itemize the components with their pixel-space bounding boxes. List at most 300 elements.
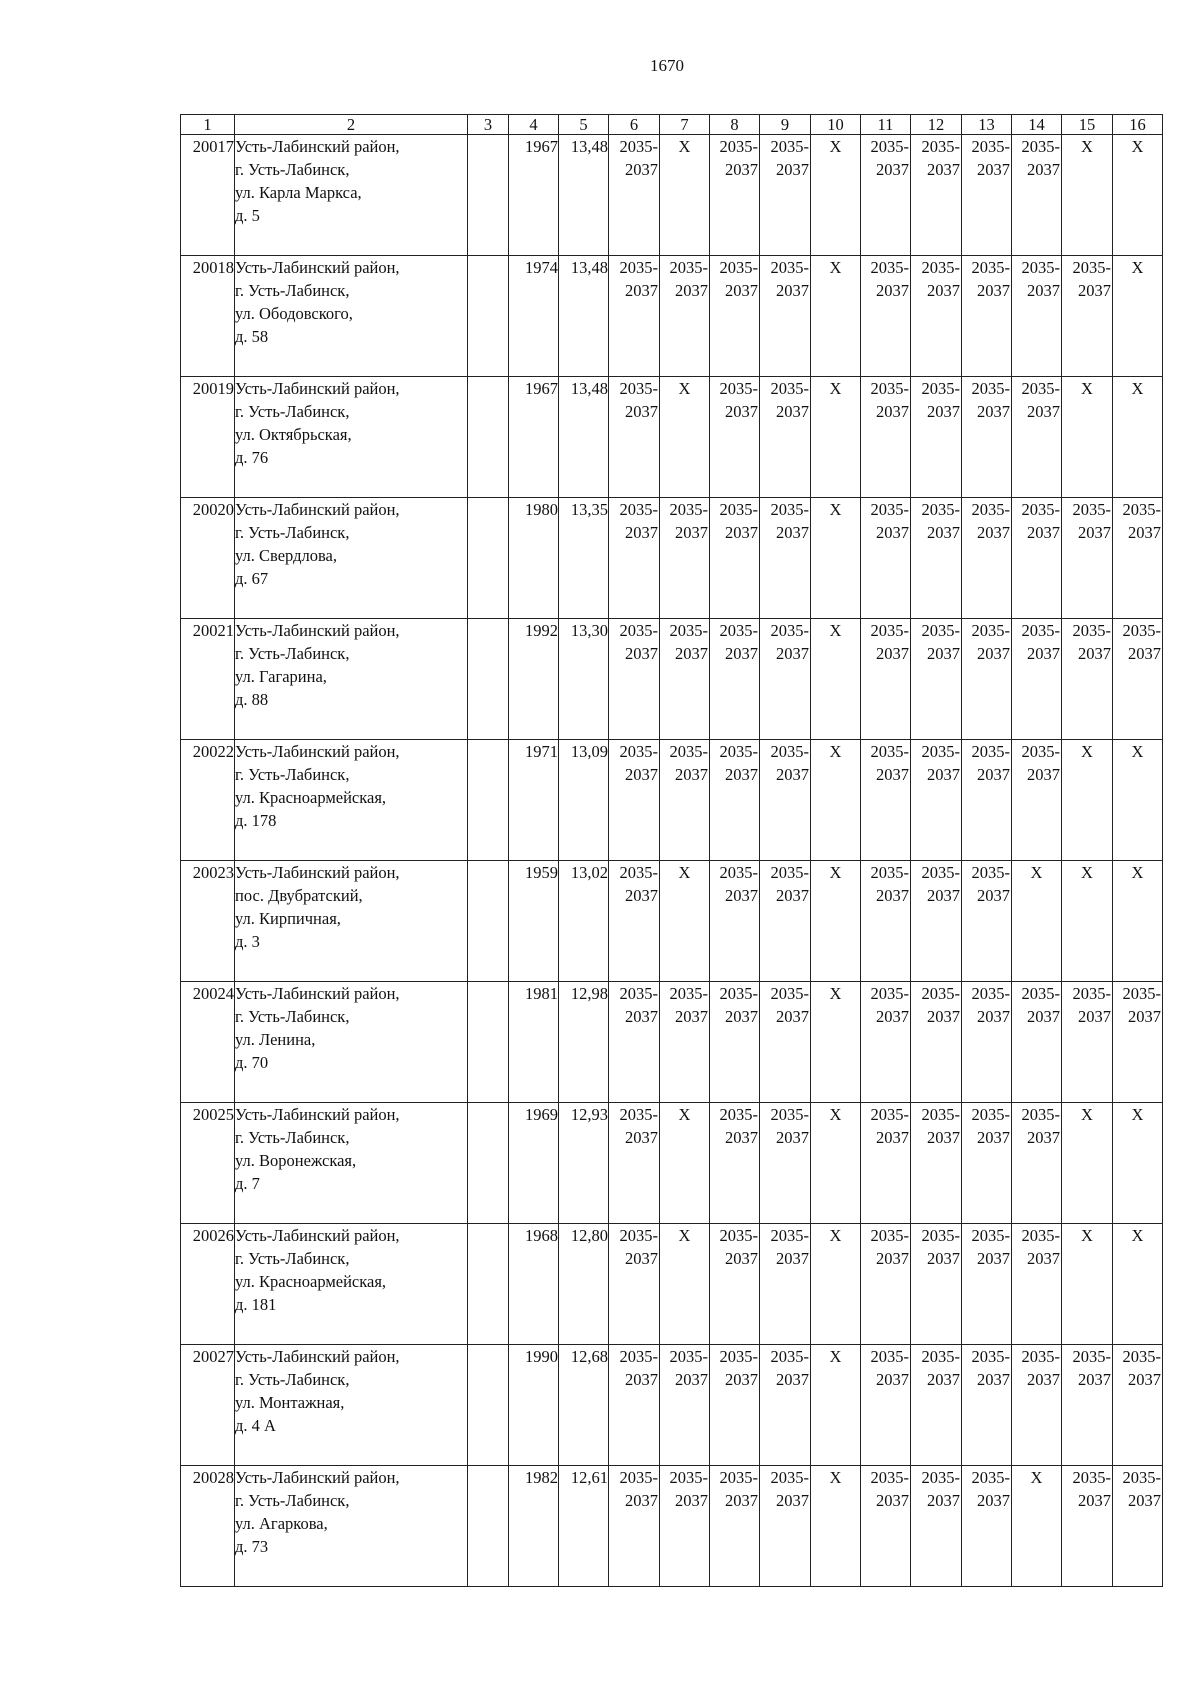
period-cell	[1012, 377, 1062, 498]
period-line: 2035-	[1072, 1347, 1111, 1366]
period-cell	[1062, 135, 1113, 256]
address-line: г. Усть-Лабинск,	[235, 402, 350, 421]
period-line: 2035-	[1021, 1105, 1060, 1124]
mark-x: X	[829, 379, 842, 398]
value-cell: 12,98	[559, 982, 609, 1103]
period-cell	[861, 1224, 911, 1345]
year-cell: 1967	[509, 377, 559, 498]
column-header: 13	[962, 115, 1012, 135]
period-line: 2037	[776, 765, 809, 784]
period-line: 2037	[725, 765, 758, 784]
period-line: 2037	[625, 644, 658, 663]
address-line: г. Усть-Лабинск,	[235, 523, 350, 542]
period-cell	[609, 619, 660, 740]
address-cell	[235, 619, 468, 740]
period-cell	[1012, 619, 1062, 740]
period-line: 2035-	[1021, 742, 1060, 761]
period-line: 2037	[725, 644, 758, 663]
column-header: 14	[1012, 115, 1062, 135]
year-cell: 1990	[509, 1345, 559, 1466]
period-line: 2037	[725, 1128, 758, 1147]
period-line: 2037	[977, 1249, 1010, 1268]
period-line: 2035-	[1021, 621, 1060, 640]
column-header: 11	[861, 115, 911, 135]
period-line: 2035-	[719, 1468, 758, 1487]
period-line: 2035-	[719, 1226, 758, 1245]
period-line: 2037	[625, 160, 658, 179]
period-line: 2037	[776, 644, 809, 663]
mark-x: X	[1131, 1226, 1144, 1245]
period-cell	[760, 740, 811, 861]
period-cell	[1012, 498, 1062, 619]
period-cell	[1012, 256, 1062, 377]
mark-x: X	[1081, 137, 1093, 156]
period-cell	[962, 1224, 1012, 1345]
period-line: 2037	[776, 1491, 809, 1510]
period-line: 2037	[927, 1370, 960, 1389]
period-cell	[1113, 377, 1163, 498]
period-cell	[660, 1466, 710, 1587]
period-line: 2035-	[770, 863, 809, 882]
period-line: 2035-	[870, 1226, 909, 1245]
period-cell	[861, 740, 911, 861]
period-cell	[811, 377, 861, 498]
period-line: 2035-	[870, 379, 909, 398]
mark-x: X	[678, 379, 691, 398]
period-cell	[911, 1345, 962, 1466]
period-line: 2035-	[770, 621, 809, 640]
col3-cell	[468, 256, 509, 377]
period-cell	[861, 1466, 911, 1587]
address-line: д. 178	[235, 811, 277, 830]
period-line: 2035-	[619, 1226, 658, 1245]
address-line: Усть-Лабинский район,	[235, 863, 400, 882]
period-line: 2037	[1078, 1370, 1111, 1389]
mark-x: X	[829, 500, 842, 519]
value-cell: 13,30	[559, 619, 609, 740]
period-line: 2037	[927, 644, 960, 663]
period-cell	[609, 740, 660, 861]
address-line: г. Усть-Лабинск,	[235, 160, 350, 179]
period-line: 2037	[927, 160, 960, 179]
period-line: 2035-	[770, 1347, 809, 1366]
period-line: 2035-	[719, 1347, 758, 1366]
period-cell	[1113, 740, 1163, 861]
period-line: 2035-	[1072, 984, 1111, 1003]
address-line: Усть-Лабинский район,	[235, 258, 400, 277]
period-cell	[861, 498, 911, 619]
period-line: 2037	[625, 402, 658, 421]
period-cell	[660, 982, 710, 1103]
address-line: ул. Октябрьская,	[235, 425, 352, 444]
period-line: 2035-	[719, 621, 758, 640]
address-line: г. Усть-Лабинск,	[235, 1370, 350, 1389]
mark-x: X	[829, 621, 842, 640]
address-line: г. Усть-Лабинск,	[235, 644, 350, 663]
period-cell	[710, 256, 760, 377]
period-line: 2037	[876, 644, 909, 663]
row-id: 20019	[181, 377, 235, 498]
period-line: 2037	[876, 160, 909, 179]
address-line: ул. Карла Маркса,	[235, 183, 362, 202]
address-line: Усть-Лабинский район,	[235, 1347, 400, 1366]
period-line: 2035-	[770, 1105, 809, 1124]
period-line: 2037	[675, 765, 708, 784]
period-line: 2037	[625, 1491, 658, 1510]
period-line: 2035-	[870, 742, 909, 761]
period-cell	[962, 740, 1012, 861]
period-cell	[962, 135, 1012, 256]
period-line: 2037	[776, 160, 809, 179]
address-line: д. 70	[235, 1053, 269, 1072]
period-line: 2037	[977, 1491, 1010, 1510]
period-line: 2037	[675, 644, 708, 663]
period-cell	[811, 619, 861, 740]
address-line: д. 88	[235, 690, 269, 709]
period-cell	[861, 256, 911, 377]
table-row	[181, 1466, 1163, 1587]
period-line: 2037	[1078, 523, 1111, 542]
col3-cell	[468, 619, 509, 740]
period-cell	[660, 861, 710, 982]
year-cell: 1969	[509, 1103, 559, 1224]
period-line: 2035-	[619, 1347, 658, 1366]
period-cell	[911, 1466, 962, 1587]
period-line: 2037	[927, 1128, 960, 1147]
period-line: 2037	[1027, 1249, 1060, 1268]
period-line: 2037	[1027, 160, 1060, 179]
mark-x: X	[1131, 742, 1144, 761]
period-line: 2035-	[1072, 1468, 1111, 1487]
period-cell	[710, 1345, 760, 1466]
period-line: 2037	[977, 765, 1010, 784]
period-line: 2035-	[1122, 1468, 1161, 1487]
period-line: 2035-	[921, 379, 960, 398]
period-line: 2037	[876, 281, 909, 300]
address-line: д. 7	[235, 1174, 260, 1193]
period-line: 2037	[725, 1491, 758, 1510]
value-cell: 13,48	[559, 135, 609, 256]
period-line: 2035-	[719, 137, 758, 156]
address-line: Усть-Лабинский район,	[235, 500, 400, 519]
period-cell	[911, 982, 962, 1103]
period-line: 2035-	[619, 258, 658, 277]
table-row	[181, 1103, 1163, 1224]
period-line: 2035-	[1122, 500, 1161, 519]
period-cell	[861, 135, 911, 256]
col3-cell	[468, 1103, 509, 1224]
period-line: 2035-	[619, 742, 658, 761]
period-line: 2035-	[619, 984, 658, 1003]
period-line: 2037	[876, 886, 909, 905]
period-line: 2035-	[1021, 1226, 1060, 1245]
address-cell	[235, 1345, 468, 1466]
period-line: 2035-	[619, 1105, 658, 1124]
period-cell	[609, 1103, 660, 1224]
period-cell	[760, 1103, 811, 1224]
period-line: 2037	[876, 1491, 909, 1510]
period-cell	[710, 740, 760, 861]
period-line: 2037	[927, 1249, 960, 1268]
period-line: 2037	[625, 1007, 658, 1026]
period-line: 2035-	[870, 500, 909, 519]
value-cell: 13,48	[559, 377, 609, 498]
period-cell	[1113, 135, 1163, 256]
period-line: 2035-	[870, 1105, 909, 1124]
period-line: 2035-	[669, 500, 708, 519]
period-cell	[609, 135, 660, 256]
mark-x: X	[1081, 1105, 1093, 1124]
period-cell	[710, 861, 760, 982]
period-cell	[1062, 498, 1113, 619]
address-line: ул. Красноармейская,	[235, 1272, 387, 1291]
address-cell	[235, 1466, 468, 1587]
period-cell	[760, 135, 811, 256]
period-line: 2035-	[669, 984, 708, 1003]
address-line: ул. Кирпичная,	[235, 909, 341, 928]
column-header: 15	[1062, 115, 1113, 135]
period-cell	[811, 135, 861, 256]
mark-x: X	[829, 1105, 842, 1124]
mark-x: X	[829, 742, 842, 761]
year-cell: 1971	[509, 740, 559, 861]
period-line: 2037	[1027, 281, 1060, 300]
year-cell: 1982	[509, 1466, 559, 1587]
period-cell	[1113, 982, 1163, 1103]
year-cell: 1968	[509, 1224, 559, 1345]
address-line: г. Усть-Лабинск,	[235, 765, 350, 784]
address-cell	[235, 1224, 468, 1345]
table-row	[181, 982, 1163, 1103]
period-line: 2035-	[770, 984, 809, 1003]
period-line: 2035-	[719, 500, 758, 519]
period-line: 2037	[927, 886, 960, 905]
period-line: 2035-	[971, 258, 1010, 277]
period-cell	[710, 982, 760, 1103]
period-cell	[710, 377, 760, 498]
year-cell: 1992	[509, 619, 559, 740]
period-line: 2037	[977, 1007, 1010, 1026]
period-cell	[1012, 740, 1062, 861]
period-line: 2037	[1128, 523, 1161, 542]
period-line: 2035-	[1122, 621, 1161, 640]
period-cell	[1113, 256, 1163, 377]
period-cell	[811, 256, 861, 377]
col3-cell	[468, 740, 509, 861]
row-id: 20028	[181, 1466, 235, 1587]
period-line: 2037	[725, 160, 758, 179]
period-line: 2037	[725, 886, 758, 905]
period-line: 2035-	[921, 137, 960, 156]
period-cell	[861, 619, 911, 740]
address-line: г. Усть-Лабинск,	[235, 1128, 350, 1147]
mark-x: X	[1131, 1105, 1144, 1124]
period-cell	[609, 498, 660, 619]
period-cell	[660, 256, 710, 377]
period-line: 2037	[977, 160, 1010, 179]
mark-x: X	[1081, 742, 1093, 761]
period-line: 2035-	[770, 258, 809, 277]
period-line: 2035-	[921, 258, 960, 277]
address-line: г. Усть-Лабинск,	[235, 1249, 350, 1268]
period-cell	[1113, 1466, 1163, 1587]
period-line: 2037	[776, 1249, 809, 1268]
period-cell	[710, 619, 760, 740]
period-line: 2037	[625, 1370, 658, 1389]
period-cell	[760, 619, 811, 740]
period-line: 2037	[675, 1007, 708, 1026]
period-cell	[811, 1103, 861, 1224]
period-cell	[710, 1224, 760, 1345]
period-line: 2035-	[921, 1468, 960, 1487]
period-line: 2035-	[1021, 379, 1060, 398]
period-line: 2035-	[971, 1105, 1010, 1124]
period-line: 2035-	[921, 863, 960, 882]
year-cell: 1974	[509, 256, 559, 377]
period-line: 2035-	[870, 1347, 909, 1366]
period-line: 2035-	[971, 137, 1010, 156]
period-line: 2035-	[719, 1105, 758, 1124]
period-line: 2035-	[770, 500, 809, 519]
period-line: 2037	[725, 523, 758, 542]
row-id: 20017	[181, 135, 235, 256]
address-line: г. Усть-Лабинск,	[235, 1491, 350, 1510]
period-line: 2035-	[1072, 500, 1111, 519]
period-cell	[609, 256, 660, 377]
period-cell	[660, 1224, 710, 1345]
period-cell	[760, 861, 811, 982]
period-line: 2035-	[1021, 984, 1060, 1003]
period-line: 2035-	[719, 984, 758, 1003]
address-line: ул. Гагарина,	[235, 667, 327, 686]
period-line: 2037	[876, 1249, 909, 1268]
address-line: Усть-Лабинский район,	[235, 137, 400, 156]
year-cell: 1959	[509, 861, 559, 982]
row-id: 20025	[181, 1103, 235, 1224]
column-header: 4	[509, 115, 559, 135]
address-line: г. Усть-Лабинск,	[235, 1007, 350, 1026]
period-line: 2037	[977, 644, 1010, 663]
address-line: г. Усть-Лабинск,	[235, 281, 350, 300]
period-cell	[660, 619, 710, 740]
period-line: 2037	[1027, 765, 1060, 784]
period-line: 2037	[927, 1491, 960, 1510]
period-line: 2035-	[669, 258, 708, 277]
address-line: Усть-Лабинский район,	[235, 1105, 400, 1124]
mark-x: X	[1131, 863, 1144, 882]
row-id: 20024	[181, 982, 235, 1103]
mark-x: X	[829, 863, 842, 882]
table-row	[181, 135, 1163, 256]
address-cell	[235, 377, 468, 498]
period-cell	[760, 377, 811, 498]
column-header: 9	[760, 115, 811, 135]
column-header: 3	[468, 115, 509, 135]
period-line: 2035-	[669, 621, 708, 640]
mark-x: X	[829, 258, 842, 277]
period-line: 2037	[776, 523, 809, 542]
address-line: Усть-Лабинский район,	[235, 742, 400, 761]
period-cell	[1012, 1103, 1062, 1224]
period-cell	[962, 982, 1012, 1103]
period-cell	[609, 982, 660, 1103]
col3-cell	[468, 982, 509, 1103]
row-id: 20022	[181, 740, 235, 861]
period-line: 2037	[927, 1007, 960, 1026]
row-id: 20027	[181, 1345, 235, 1466]
period-line: 2035-	[669, 742, 708, 761]
period-line: 2035-	[1072, 258, 1111, 277]
row-id: 20020	[181, 498, 235, 619]
period-line: 2037	[977, 402, 1010, 421]
period-cell	[660, 1103, 710, 1224]
period-line: 2037	[927, 281, 960, 300]
data-table	[180, 114, 1163, 1587]
year-cell: 1981	[509, 982, 559, 1103]
column-header: 6	[609, 115, 660, 135]
period-cell	[1062, 1103, 1113, 1224]
period-line: 2037	[776, 281, 809, 300]
period-cell	[760, 256, 811, 377]
address-line: ул. Агаркова,	[235, 1514, 328, 1533]
mark-x: X	[829, 984, 842, 1003]
period-line: 2037	[1027, 1128, 1060, 1147]
period-cell	[609, 1345, 660, 1466]
mark-x: X	[1081, 863, 1093, 882]
period-cell	[1113, 498, 1163, 619]
mark-x: X	[678, 137, 691, 156]
period-cell	[760, 1345, 811, 1466]
period-line: 2035-	[921, 621, 960, 640]
period-line: 2035-	[619, 500, 658, 519]
period-line: 2035-	[1072, 621, 1111, 640]
address-line: ул. Ободовского,	[235, 304, 353, 323]
address-line: Усть-Лабинский район,	[235, 1468, 400, 1487]
period-line: 2037	[977, 886, 1010, 905]
period-cell	[911, 1103, 962, 1224]
mark-x: X	[1081, 1226, 1093, 1245]
period-line: 2035-	[1021, 1347, 1060, 1366]
mark-x: X	[829, 1226, 842, 1245]
period-line: 2035-	[719, 258, 758, 277]
col3-cell	[468, 377, 509, 498]
address-line: д. 67	[235, 569, 269, 588]
period-line: 2037	[927, 523, 960, 542]
period-cell	[1113, 861, 1163, 982]
period-line: 2035-	[921, 500, 960, 519]
address-cell	[235, 135, 468, 256]
page-number: 1670	[650, 56, 684, 75]
mark-x: X	[829, 1347, 842, 1366]
period-line: 2035-	[1122, 1347, 1161, 1366]
period-line: 2035-	[971, 863, 1010, 882]
period-line: 2035-	[870, 984, 909, 1003]
period-line: 2035-	[770, 1468, 809, 1487]
period-line: 2037	[1128, 644, 1161, 663]
period-line: 2037	[1027, 1007, 1060, 1026]
period-line: 2035-	[971, 984, 1010, 1003]
period-cell	[1113, 1103, 1163, 1224]
period-cell	[1012, 135, 1062, 256]
mark-x: X	[1131, 258, 1144, 277]
mark-x: X	[678, 1105, 691, 1124]
period-line: 2035-	[870, 137, 909, 156]
period-line: 2035-	[921, 984, 960, 1003]
period-line: 2035-	[770, 137, 809, 156]
period-line: 2035-	[719, 863, 758, 882]
period-line: 2035-	[971, 1347, 1010, 1366]
period-cell	[861, 377, 911, 498]
